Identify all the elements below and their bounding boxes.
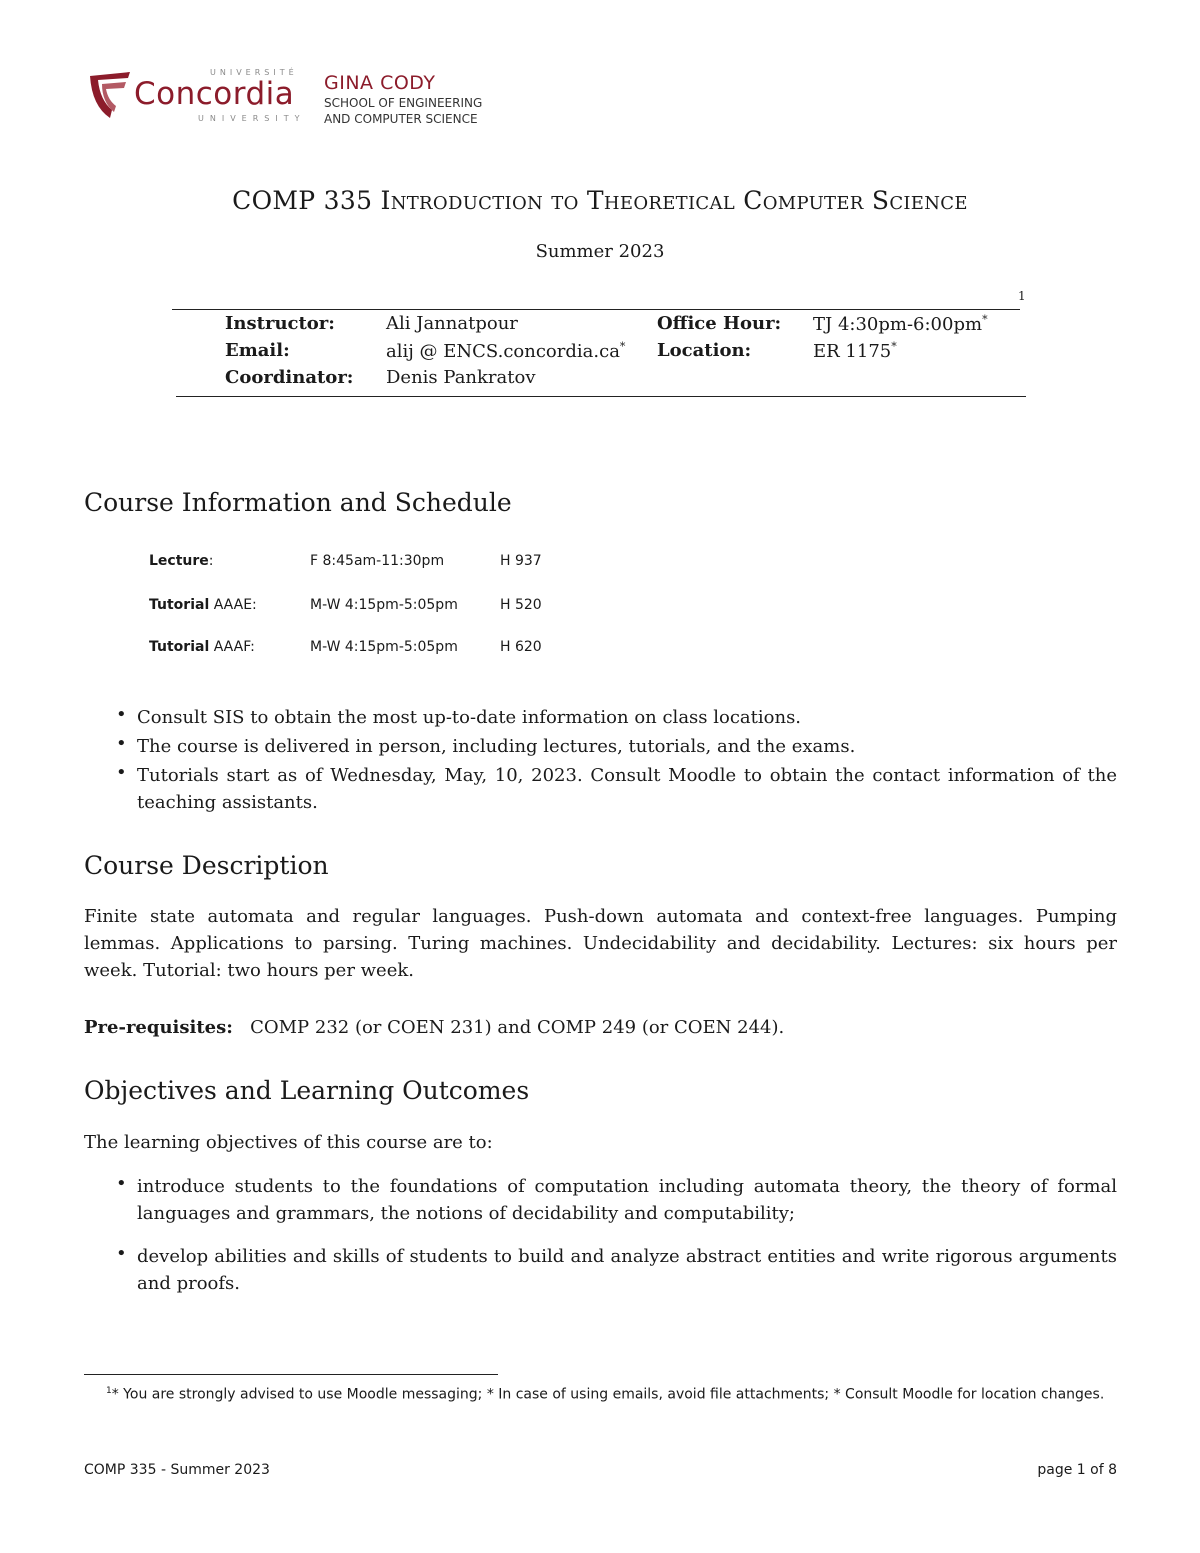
footnote-marker: 1 — [1018, 289, 1026, 303]
coordinator-label: Coordinator: — [225, 367, 354, 388]
document-title: COMP 335 Introduction to Theoretical Computer Science — [232, 186, 968, 215]
objective-bullet-text: introduce students to the foundations of computation including automata theory, the theory of formal languages and grammars, the notions of decidability and computability; — [137, 1176, 1117, 1224]
school-line-1: SCHOOL OF ENGINEERING — [324, 96, 483, 110]
objective-bullet-text: develop abilities and skills of students to build and analyze abstract entities and write rigorous arguments and proofs. — [137, 1246, 1117, 1294]
school-line-2: AND COMPUTER SCIENCE — [324, 112, 478, 126]
logo-wordmark: Concordia — [134, 76, 295, 112]
info-bullet-text: The course is delivered in person, including lectures, tutorials, and the exams. — [137, 736, 856, 757]
footer-course: COMP 335 - Summer 2023 — [84, 1462, 270, 1478]
section-heading-course-info: Course Information and Schedule — [84, 488, 512, 517]
info-bullet-text: Tutorials start as of Wednesday, May, 10, 2023. Consult Moodle to obtain the contact information of the teaching assistants. — [137, 765, 1117, 813]
instructor-label: Instructor: — [225, 313, 335, 334]
location-mark: * — [891, 340, 897, 353]
concordia-crest-icon — [88, 70, 132, 120]
prerequisites-label: Pre-requisites: — [84, 1017, 233, 1038]
info-table-top-rule — [172, 309, 1020, 310]
info-table-bottom-rule — [176, 396, 1026, 397]
prerequisites — [84, 1014, 1117, 1041]
bullet-icon: • — [116, 1243, 127, 1264]
email-value[interactable]: alij @ ENCS.concordia.ca* — [386, 340, 626, 362]
schedule-label: Tutorial AAAE: — [149, 597, 257, 613]
logo-university-text: UNIVERSITY — [198, 114, 306, 123]
coordinator-value: Denis Pankratov — [386, 367, 536, 388]
schedule-room: H 520 — [500, 597, 542, 613]
schedule-time: F 8:45am-11:30pm — [310, 553, 445, 569]
footnote-number: 1 — [106, 1386, 112, 1396]
email-mark: * — [619, 340, 626, 353]
objectives-intro: The learning objectives of this course are to: — [84, 1132, 493, 1153]
schedule-room: H 620 — [500, 639, 542, 655]
office-hour-mark: * — [982, 313, 988, 326]
schedule-time: M-W 4:15pm-5:05pm — [310, 639, 458, 655]
prerequisites-value: COMP 232 (or COEN 231) and COMP 249 (or COEN 244). — [250, 1017, 785, 1038]
location-label: Location: — [657, 340, 752, 361]
concordia-logo — [88, 68, 518, 130]
footnote-rule — [84, 1374, 498, 1375]
schedule-label: Lecture: — [149, 553, 214, 569]
footnote-text: * You are strongly advised to use Moodle messaging; * In case of using emails, avoid file attachments; * Consult Moodle for location changes. — [111, 1386, 1105, 1403]
bullet-icon: • — [116, 762, 127, 783]
schedule-time: M-W 4:15pm-5:05pm — [310, 597, 458, 613]
school-name: GINA CODY — [324, 72, 436, 94]
course-description-text: Finite state automata and regular languages. Push-down automata and context-free languages. Pumping lemmas. Applications to parsing. Turing machines. Undecidability and decidability. Lectures: six hours per week. Tutorial: two hours per week. — [84, 906, 1117, 981]
section-heading-objectives: Objectives and Learning Outcomes — [84, 1076, 530, 1105]
document-term: Summer 2023 — [535, 241, 665, 262]
instructor-value: Ali Jannatpour — [386, 313, 518, 334]
office-hour-value: TJ 4:30pm-6:00pm* — [813, 313, 988, 335]
location-value: ER 1175* — [813, 340, 897, 362]
footer-page-number: page 1 of 8 — [1037, 1462, 1117, 1478]
schedule-room: H 937 — [500, 553, 542, 569]
email-label: Email: — [225, 340, 290, 361]
footnote — [84, 1380, 1117, 1406]
bullet-icon: • — [116, 733, 127, 754]
section-heading-course-description: Course Description — [84, 851, 329, 880]
logo-universite-text: UNIVERSITÉ — [210, 68, 298, 77]
office-hour-label: Office Hour: — [657, 313, 782, 334]
bullet-icon: • — [116, 704, 127, 725]
schedule-label: Tutorial AAAF: — [149, 639, 255, 655]
bullet-icon: • — [116, 1173, 127, 1194]
info-bullet-text: Consult SIS to obtain the most up-to-date information on class locations. — [137, 707, 802, 728]
